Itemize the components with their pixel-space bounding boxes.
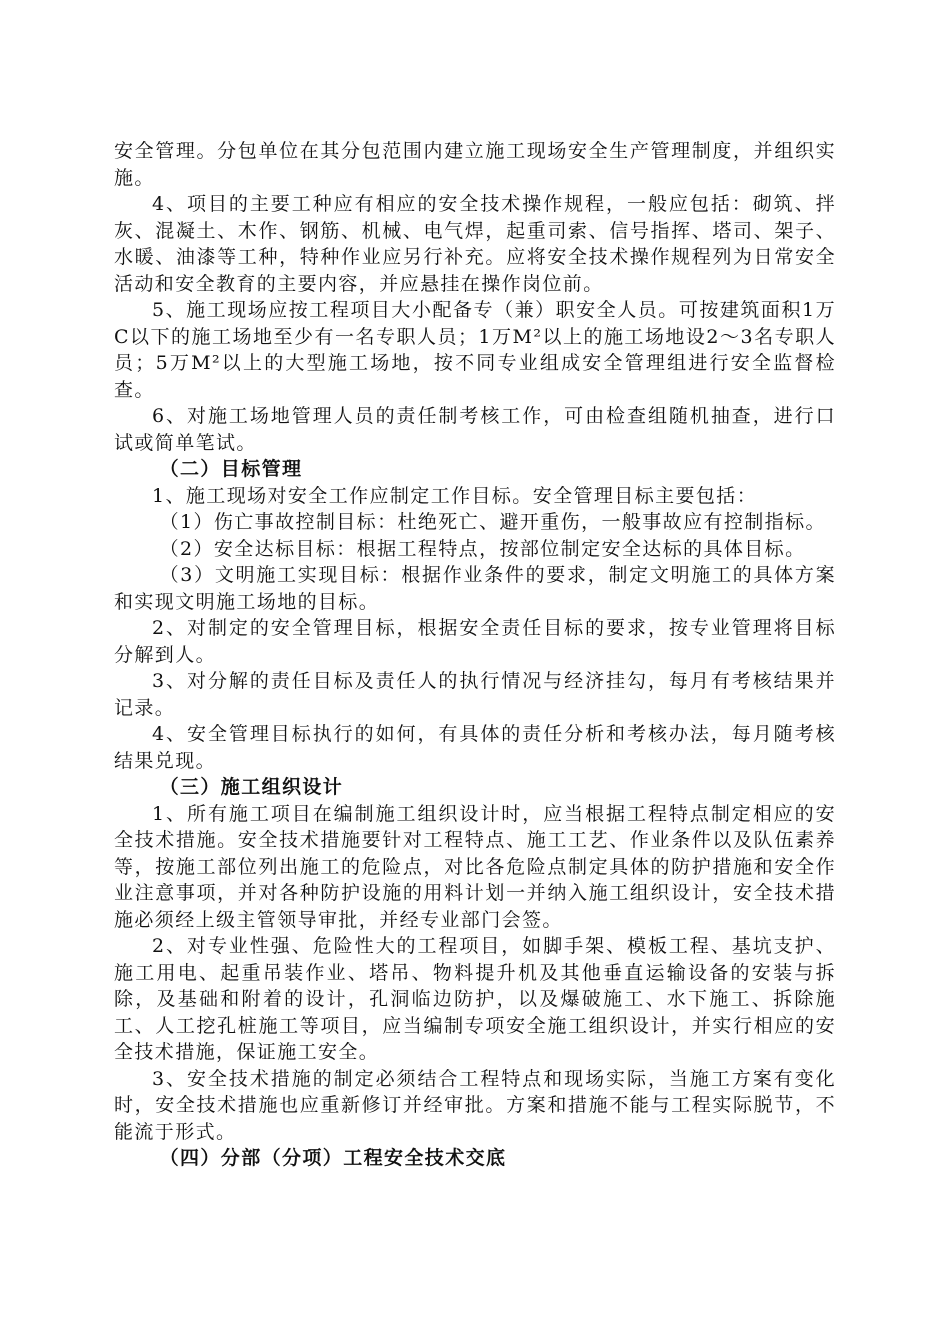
paragraph-target-1-1: （1）伤亡事故控制目标：杜绝死亡、避开重伤，一般事故应有控制指标。 xyxy=(159,511,826,533)
paragraph-target-4: 4、安全管理目标执行的如何，有具体的责任分析和考核办法，每月随考核结果兑现。 xyxy=(114,723,836,772)
paragraph-target-3: 3、对分解的责任目标及责任人的执行情况与经济挂勾，每月有考核结果并记录。 xyxy=(114,670,836,719)
section-heading-technical-briefing: （四）分部（分项）工程安全技术交底 xyxy=(159,1147,507,1169)
section-heading-construction-design: （三）施工组织设计 xyxy=(159,776,344,798)
section-heading-target-management: （二）目标管理 xyxy=(159,458,303,480)
paragraph-target-1: 1、施工现场对安全工作应制定工作目标。安全管理目标主要包括： xyxy=(152,484,758,507)
paragraph-item-4: 4、项目的主要工种应有相应的安全技术操作规程，一般应包括：砌筑、拌灰、混凝土、木作、钢筋、机械、电气焊，起重司索、信号指挥、塔司、架子、水暖、油漆等工种，特种作业应另行补充。应将安全技术操作规程列为日常安全活动和安全教育的主要内容，并应悬挂在操作岗位前。 xyxy=(114,193,836,295)
paragraph-target-2: 2、对制定的安全管理目标，根据安全责任目标的要求，按专业管理将目标分解到人。 xyxy=(114,617,836,666)
paragraph-continuation: 安全管理。分包单位在其分包范围内建立施工现场安全生产管理制度，并组织实施。 xyxy=(114,140,836,189)
paragraph-target-1-2: （2）安全达标目标：根据工程特点，按部位制定安全达标的具体目标。 xyxy=(159,537,806,560)
paragraph-design-3: 3、安全技术措施的制定必须结合工程特点和现场实际，当施工方案有变化时，安全技术措施也应重新修订并经审批。方案和措施不能与工程实际脱节，不能流于形式。 xyxy=(114,1067,836,1143)
paragraph-item-5: 5、施工现场应按工程项目大小配备专（兼）职安全人员。可按建筑面积1万C以下的施工场地至少有一名专职人员；1万M²以上的施工场地设2～3名专职人员；5万M²以上的大型施工场地，按不同专业组成安全管理组进行安全监督检查。 xyxy=(114,299,836,401)
paragraph-design-2: 2、对专业性强、危险性大的工程项目，如脚手架、模板工程、基坑支护、施工用电、起重吊装作业、塔吊、物料提升机及其他垂直运输设备的安装与拆除，及基础和附着的设计，孔洞临边防护，以及爆破施工、水下施工、拆除施工、人工挖孔桩施工等项目，应当编制专项安全施工组织设计，并实行相应的安全技术措施，保证施工安全。 xyxy=(114,935,836,1063)
paragraph-target-1-3: （3）文明施工实现目标：根据作业条件的要求，制定文明施工的具体方案和实现文明施工场地的目标。 xyxy=(114,564,836,613)
paragraph-design-1: 1、所有施工项目在编制施工组织设计时，应当根据工程特点制定相应的安全技术措施。安全技术措施要针对工程特点、施工工艺、作业条件以及队伍素养等，按施工部位列出施工的危险点，对比各危险点制定具体的防护措施和安全作业注意事项，并对各种防护设施的用料计划一并纳入施工组织设计，安全技术措施必须经上级主管领导审批，并经专业部门会签。 xyxy=(114,802,836,931)
paragraph-item-6: 6、对施工场地管理人员的责任制考核工作，可由检查组随机抽查，进行口试或简单笔试。 xyxy=(114,405,836,454)
